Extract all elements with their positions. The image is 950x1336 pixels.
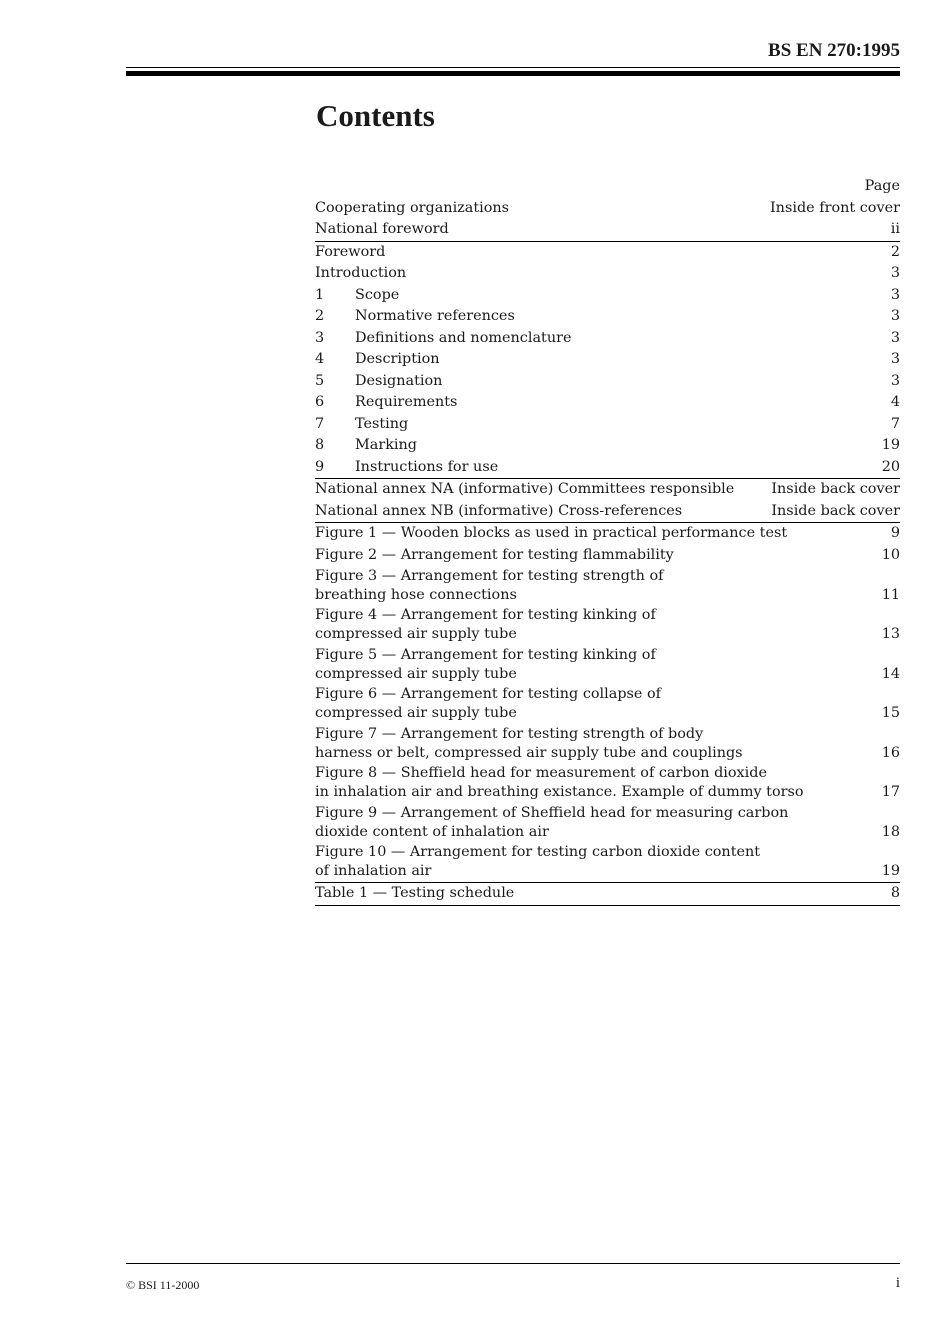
toc-annex[interactable] — [315, 478, 900, 501]
toc-entry-page: Inside front cover — [770, 199, 900, 216]
toc-clause-label: Instructions for use — [355, 458, 499, 475]
toc-figure[interactable] — [315, 724, 900, 764]
toc-clause-number: 1 — [315, 286, 325, 303]
toc-figure-label-cont: in inhalation air and breathing existance. Example of dummy torso — [315, 784, 804, 800]
toc-figure-label-cont: of inhalation air — [315, 863, 432, 879]
page-number: i — [895, 1275, 900, 1291]
toc-clause[interactable] — [315, 414, 900, 436]
toc-entry-page: ii — [890, 221, 900, 237]
toc-figure[interactable] — [315, 843, 900, 883]
toc-annex[interactable] — [315, 501, 900, 523]
table-of-contents — [315, 176, 900, 906]
toc-clause-label: Normative references — [355, 308, 515, 324]
toc-annex-label: National annex NB (informative) Cross-references — [315, 502, 683, 519]
toc-figure-page: 15 — [881, 705, 900, 721]
toc-figure-label: Figure 5 — Arrangement for testing kinking of — [315, 646, 656, 663]
toc-clause-label: Marking — [355, 437, 417, 453]
toc-clause-number: 2 — [315, 308, 325, 324]
toc-figure-label: Figure 9 — Arrangement of Sheffield head for measuring carbon — [315, 804, 789, 821]
toc-entry-label: Introduction — [315, 265, 407, 281]
toc-figure-page: 13 — [881, 626, 900, 642]
toc-clause-page: 4 — [890, 394, 900, 410]
toc-figure-page: 16 — [881, 744, 900, 761]
toc-clause[interactable] — [315, 371, 900, 393]
toc-clause-label: Requirements — [355, 394, 458, 410]
toc-page-heading-row — [315, 176, 900, 198]
footer-rule — [126, 1263, 900, 1264]
toc-entry-page: 3 — [890, 265, 900, 281]
toc-figure-page: 18 — [881, 823, 900, 840]
toc-clause-page: 20 — [881, 458, 900, 475]
toc-entry-label: Foreword — [315, 243, 386, 260]
toc-clause[interactable] — [315, 435, 900, 457]
header-rule-thin — [126, 67, 900, 68]
toc-figure-label-cont: harness or belt, compressed air supply tube and couplings — [315, 744, 743, 761]
toc-figure-page: 19 — [881, 863, 900, 879]
toc-figure-label: Figure 3 — Arrangement for testing strength of — [315, 567, 664, 584]
toc-entry-page: 2 — [890, 243, 900, 260]
toc-entry[interactable] — [315, 219, 900, 241]
toc-figure-label: Figure 10 — Arrangement for testing carbon dioxide content — [315, 844, 761, 860]
toc-figure-page: 17 — [881, 784, 900, 800]
toc-entry-label: Cooperating organizations — [315, 199, 510, 216]
toc-clause-label: Definitions and nomenclature — [355, 329, 572, 346]
header-rule-thick — [126, 71, 900, 76]
toc-clause-number: 4 — [315, 351, 325, 367]
toc-clause-number: 6 — [315, 394, 325, 410]
toc-clause[interactable] — [315, 392, 900, 414]
toc-figure-label-cont: dioxide content of inhalation air — [315, 823, 549, 840]
toc-figure-page: 11 — [881, 586, 900, 603]
toc-clause[interactable] — [315, 457, 900, 479]
toc-figure-label-cont: compressed air supply tube — [315, 626, 517, 642]
toc-clause[interactable] — [315, 328, 900, 350]
toc-figure[interactable] — [315, 606, 900, 646]
toc-figure[interactable] — [315, 566, 900, 606]
toc-figure[interactable] — [315, 685, 900, 725]
toc-annex-page: Inside back cover — [771, 502, 900, 519]
toc-figure-label-cont: breathing hose connections — [315, 586, 517, 603]
toc-table[interactable] — [315, 882, 900, 906]
toc-figure-label: Figure 4 — Arrangement for testing kinking of — [315, 607, 656, 623]
toc-annex-label: National annex NA (informative) Committees responsible — [315, 481, 735, 497]
toc-clause-number: 7 — [315, 415, 325, 432]
toc-figure-label: Figure 6 — Arrangement for testing collapse of — [315, 686, 662, 702]
toc-clause-page: 3 — [890, 308, 900, 324]
toc-clause-number: 8 — [315, 437, 325, 453]
toc-figure[interactable] — [315, 764, 900, 804]
toc-figure-label: Figure 1 — Wooden blocks as used in practical performance test — [315, 525, 788, 541]
toc-entry[interactable] — [315, 241, 900, 264]
toc-figure-label-cont: compressed air supply tube — [315, 705, 517, 721]
toc-clause-page: 3 — [890, 329, 900, 346]
toc-figure-label: Figure 2 — Arrangement for testing flammability — [315, 546, 674, 563]
toc-figure-page: 9 — [890, 525, 900, 541]
toc-page-heading: Page — [864, 178, 900, 194]
toc-clause-number: 5 — [315, 372, 325, 389]
toc-figure-label: Figure 8 — Sheffield head for measurement of carbon dioxide — [315, 765, 768, 781]
toc-clause-page: 3 — [890, 286, 900, 303]
toc-clause[interactable] — [315, 306, 900, 328]
toc-clause-number: 3 — [315, 329, 325, 346]
toc-clause-page: 7 — [890, 415, 900, 432]
toc-entry-label: National foreword — [315, 221, 449, 237]
toc-clause-page: 19 — [881, 437, 900, 453]
document-id: BS EN 270:1995 — [768, 40, 900, 61]
copyright-notice: © BSI 11-2000 — [126, 1278, 200, 1292]
toc-figure[interactable] — [315, 645, 900, 685]
toc-entry[interactable] — [315, 198, 900, 220]
toc-table-page: 8 — [890, 885, 900, 901]
toc-clause[interactable] — [315, 349, 900, 371]
toc-clause-page: 3 — [890, 372, 900, 389]
toc-figure[interactable] — [315, 522, 900, 545]
toc-clause-label: Testing — [355, 415, 409, 432]
toc-table-label: Table 1 — Testing schedule — [315, 885, 515, 901]
toc-clause-number: 9 — [315, 458, 325, 475]
toc-annex-page: Inside back cover — [771, 481, 900, 497]
toc-clause[interactable] — [315, 285, 900, 307]
page-title: Contents — [316, 98, 435, 133]
toc-figure-label: Figure 7 — Arrangement for testing strength of body — [315, 725, 704, 742]
toc-clause-label: Designation — [355, 372, 443, 389]
toc-figure-page: 14 — [881, 665, 900, 682]
toc-figure-page: 10 — [881, 546, 900, 563]
toc-figure[interactable] — [315, 545, 900, 567]
toc-figure[interactable] — [315, 803, 900, 843]
toc-clause-label: Description — [355, 351, 440, 367]
toc-clause-page: 3 — [890, 351, 900, 367]
toc-figure-label-cont: compressed air supply tube — [315, 665, 517, 682]
toc-entry[interactable] — [315, 263, 900, 285]
toc-clause-label: Scope — [355, 286, 400, 303]
